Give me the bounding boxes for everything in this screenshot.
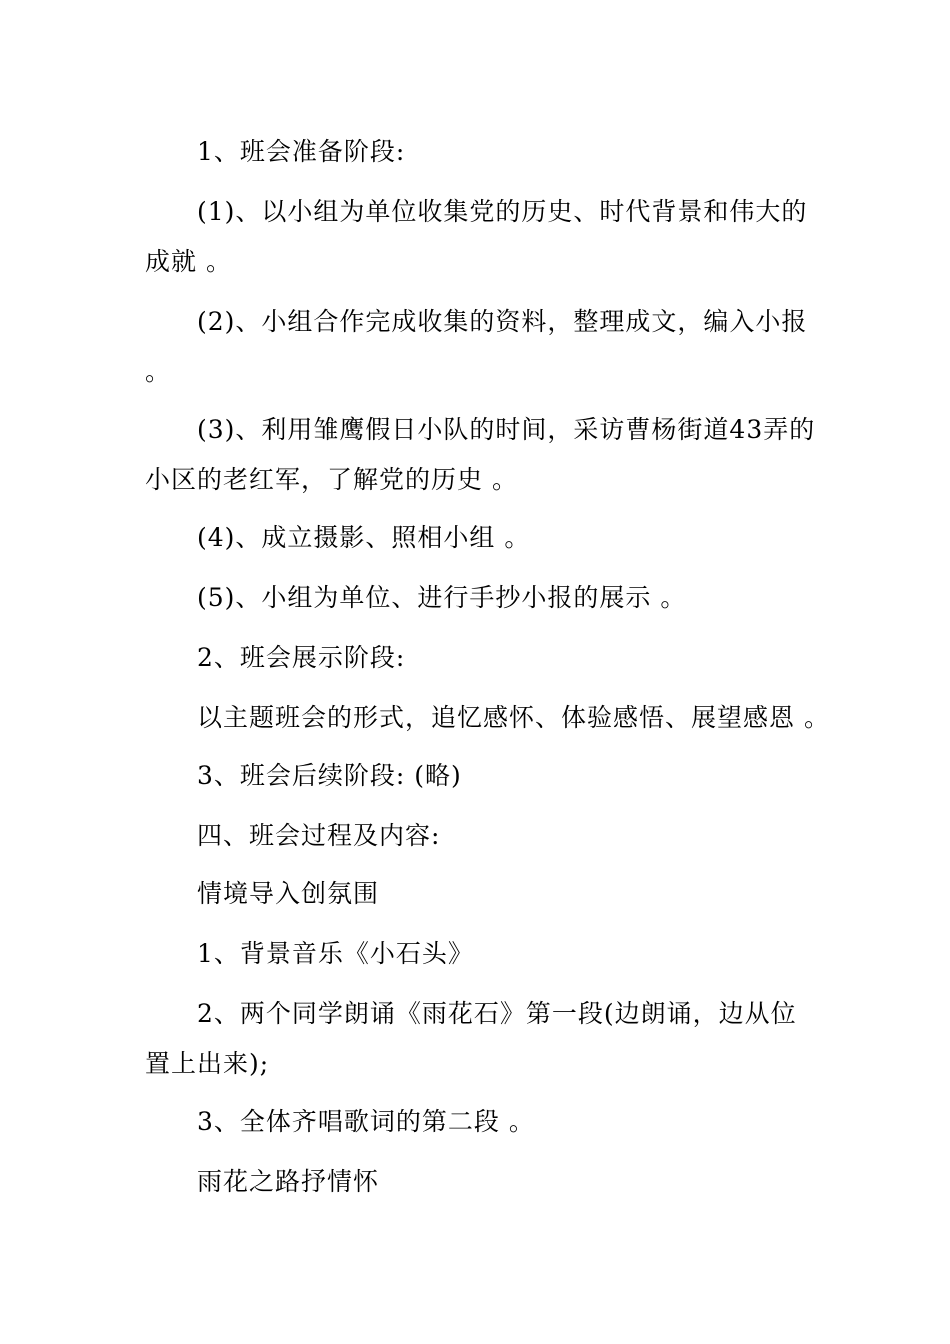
list-item-2-line1: (2)、小组合作完成收集的资料，整理成文，编入小报: [197, 307, 808, 336]
list-item-1-line2: 成就 。: [145, 247, 232, 276]
intro-item-3: 3、全体齐唱歌词的第二段 。: [197, 1107, 535, 1136]
section-heading-show: 2、班会展示阶段:: [197, 643, 406, 672]
subheading-yuhua: 雨花之路抒情怀: [197, 1167, 380, 1196]
list-item-3-line1: (3)、利用雏鹰假日小队的时间，采访曹杨街道43弄的: [197, 415, 816, 444]
list-item-2-line2: 。: [145, 357, 172, 386]
list-item-4: (4)、成立摄影、照相小组 。: [197, 523, 531, 552]
list-item-3-line2: 小区的老红军，了解党的历史 。: [145, 465, 518, 494]
subheading-intro: 情境导入创氛围: [197, 879, 380, 908]
list-item-1-line1: (1)、以小组为单位收集党的历史、时代背景和伟大的: [197, 197, 808, 226]
section-heading-prep: 1、班会准备阶段:: [197, 137, 406, 166]
list-item-5: (5)、小组为单位、进行手抄小报的展示 。: [197, 583, 687, 612]
section-heading-followup: 3、班会后续阶段: (略): [197, 761, 462, 790]
intro-item-1: 1、背景音乐《小石头》: [197, 939, 474, 968]
intro-item-2-line2: 置上出来);: [145, 1049, 270, 1078]
paragraph-show: 以主题班会的形式，追忆感怀、体验感悟、展望感恩 。: [197, 703, 830, 732]
intro-item-2-line1: 2、两个同学朗诵《雨花石》第一段(边朗诵，边从位: [197, 999, 797, 1028]
section-heading-process: 四、班会过程及内容:: [197, 821, 441, 850]
